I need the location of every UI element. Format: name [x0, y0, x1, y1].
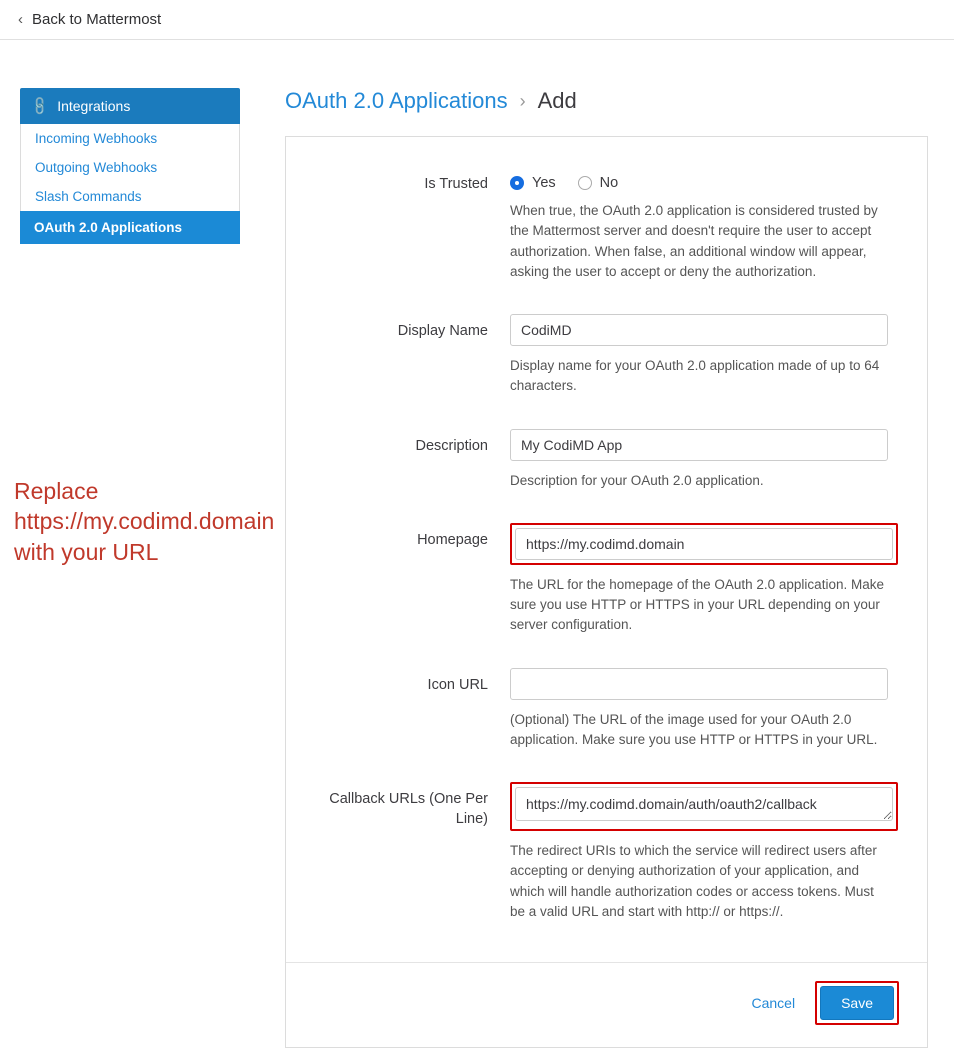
description-field — [510, 429, 899, 517]
row-display-name — [314, 314, 899, 423]
is-trusted-field — [510, 167, 899, 308]
description-label: Description — [415, 437, 488, 454]
row-callback-urls — [314, 782, 899, 948]
form-footer — [314, 963, 899, 1047]
row-homepage — [314, 523, 899, 662]
sidebar-item-label: Incoming Webhooks — [35, 131, 158, 146]
save-highlight-box — [815, 981, 899, 1025]
sidebar-item-label: Slash Commands — [35, 189, 142, 204]
save-button[interactable]: Save — [820, 986, 894, 1020]
display-name-label: Display Name — [397, 323, 488, 339]
row-description — [314, 429, 899, 517]
top-bar — [0, 0, 954, 40]
sidebar-item-incoming-webhooks[interactable] — [21, 124, 239, 153]
back-to-mattermost-label: Back to Mattermost — [32, 11, 162, 28]
callback-urls-help: The redirect URIs to which the service will redirect users after accepting or denying authorization of your application, and which will handle authorization codes or access tokens. Must be a valid URL and start with http:// or https://. — [510, 843, 877, 919]
icon-url-help: (Optional) The URL of the image used for your OAuth 2.0 application. Make sure you use HTTP or HTTPS in your URL. — [510, 711, 878, 747]
is-trusted-no-label: No — [599, 175, 619, 191]
radio-empty-icon — [578, 176, 592, 190]
row-icon-url — [314, 668, 899, 777]
is-trusted-no-radio[interactable] — [578, 175, 619, 191]
sidebar — [20, 88, 240, 1048]
icon-url-input[interactable] — [510, 668, 888, 700]
sidebar-item-slash-commands[interactable] — [21, 182, 239, 211]
description-input[interactable] — [510, 429, 888, 461]
display-name-field — [510, 314, 899, 423]
is-trusted-yes-radio[interactable] — [510, 175, 556, 191]
sidebar-header-label: Integrations — [57, 98, 131, 114]
is-trusted-label: Is Trusted — [424, 176, 488, 192]
homepage-input[interactable] — [515, 528, 893, 560]
icon-url-label: Icon URL — [427, 676, 488, 693]
is-trusted-yes-label: Yes — [532, 175, 556, 191]
link-icon: 🔗 — [28, 94, 51, 117]
homepage-highlight-box — [510, 523, 898, 565]
homepage-label: Homepage — [417, 531, 488, 548]
description-help: Description for your OAuth 2.0 application. — [510, 472, 764, 488]
breadcrumb — [285, 88, 928, 114]
annotation-line-1: Replace https://my.codimd.domain — [14, 478, 275, 535]
callback-urls-highlight-box — [510, 782, 898, 831]
breadcrumb-parent-link[interactable]: OAuth 2.0 Applications — [285, 88, 508, 113]
radio-filled-icon — [510, 176, 524, 190]
sidebar-item-oauth-applications[interactable] — [20, 211, 240, 244]
back-to-mattermost-link[interactable] — [18, 11, 161, 28]
sidebar-item-outgoing-webhooks[interactable] — [21, 153, 239, 182]
oauth-add-form-panel — [285, 136, 928, 1048]
callback-urls-textarea[interactable] — [515, 787, 893, 821]
is-trusted-help: When true, the OAuth 2.0 application is considered trusted by the Mattermost server and doesn't require the user to accept authorization. When false, an additional window will appear, asking the user to accept or deny the authorization. — [510, 203, 878, 279]
content-area — [240, 88, 954, 1048]
callback-urls-label: Callback URLs (One Per Line) — [329, 791, 488, 827]
homepage-field — [510, 523, 899, 662]
display-name-input[interactable] — [510, 314, 888, 346]
annotation-note — [14, 476, 275, 567]
chevron-right-icon: › — [519, 90, 526, 111]
cancel-button[interactable]: Cancel — [745, 994, 801, 1012]
callback-urls-field — [510, 782, 899, 948]
homepage-help: The URL for the homepage of the OAuth 2.0 application. Make sure you use HTTP or HTTPS in your URL depending on your server configuration. — [510, 576, 884, 633]
sidebar-header — [20, 88, 240, 124]
sidebar-list — [20, 124, 240, 244]
annotation-line-2: with your URL — [14, 538, 159, 565]
row-is-trusted — [314, 167, 899, 308]
icon-url-field — [510, 668, 899, 777]
chevron-left-icon: ‹ — [18, 11, 23, 28]
breadcrumb-current: Add — [537, 88, 577, 113]
sidebar-item-label: Outgoing Webhooks — [35, 160, 158, 175]
sidebar-item-label: OAuth 2.0 Applications — [34, 220, 183, 235]
display-name-help: Display name for your OAuth 2.0 application made of up to 64 characters. — [510, 358, 880, 394]
